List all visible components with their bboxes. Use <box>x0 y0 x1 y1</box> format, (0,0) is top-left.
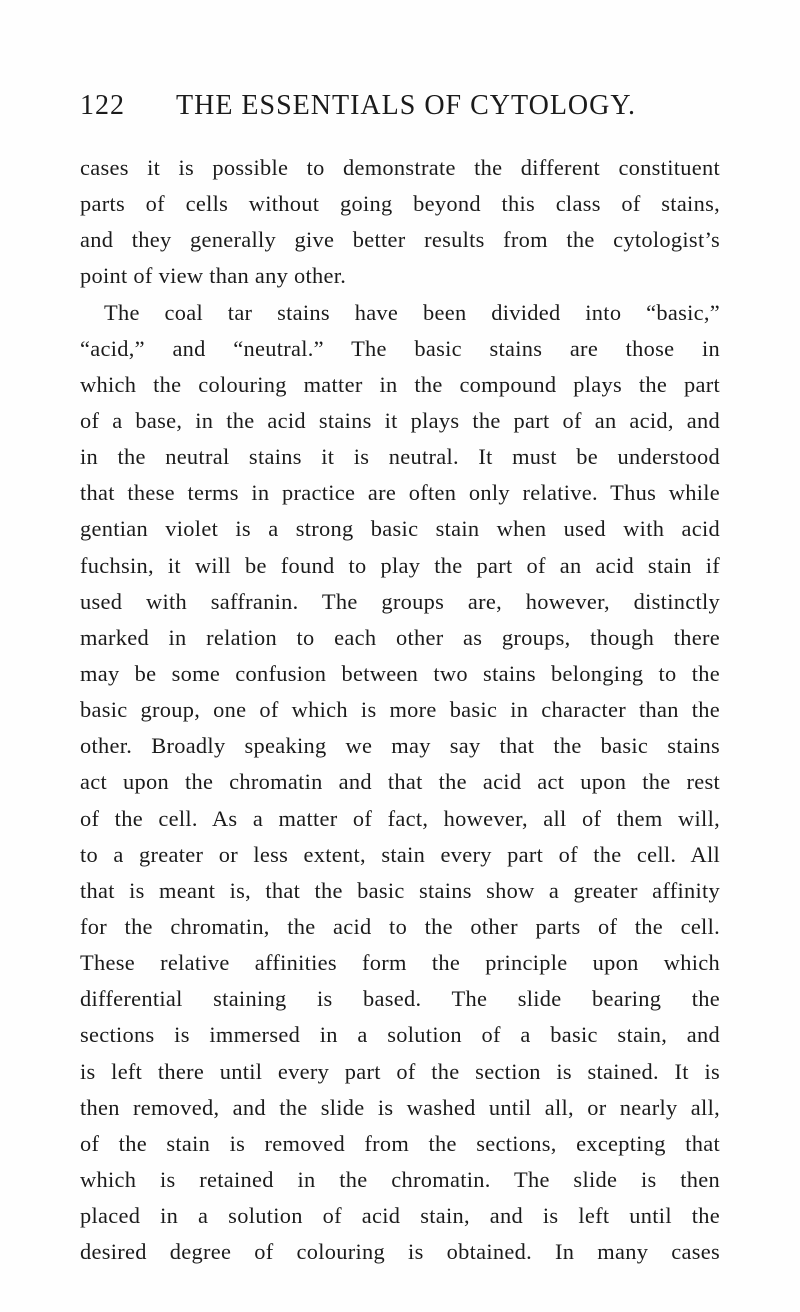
text-line: for the chromatin, the acid to the other parts of the cell. <box>80 913 720 939</box>
text-line: parts of cells without going beyond this class of stains, <box>80 191 720 217</box>
text-line: which is retained in the chromatin. The slide is then <box>80 1166 720 1192</box>
text-line: fuchsin, it will be found to play the part of an acid stain if <box>80 552 720 578</box>
text-line: “acid,” and “neutral.” The basic stains are those in <box>80 335 720 361</box>
body-text <box>80 150 720 1270</box>
paragraph-end-line: point of view than any other. <box>80 263 347 289</box>
text-line: to a greater or less extent, stain every part of the cell. All <box>80 841 720 867</box>
text-line: of the cell. As a matter of fact, however, all of them will, <box>80 805 720 831</box>
text-line: that these terms in practice are often only relative. Thus while <box>80 480 720 506</box>
text-line: sections is immersed in a solution of a basic stain, and <box>80 1022 720 1048</box>
running-head <box>80 86 720 126</box>
text-line: in the neutral stains it is neutral. It must be understood <box>80 444 720 470</box>
text-line: of a base, in the acid stains it plays the part of an acid, and <box>80 407 720 433</box>
text-line: desired degree of colouring is obtained. In many cases <box>80 1239 720 1265</box>
text-line: which the colouring matter in the compound plays the part <box>80 371 720 397</box>
text-line: marked in relation to each other as groups, though there <box>80 624 720 650</box>
page-number: 122 <box>80 90 125 121</box>
text-line: then removed, and the slide is washed until all, or nearly all, <box>80 1094 720 1120</box>
text-line: other. Broadly speaking we may say that the basic stains <box>80 733 720 759</box>
text-line: may be some confusion between two stains belonging to the <box>80 660 720 686</box>
text-line: basic group, one of which is more basic in character than the <box>80 697 720 723</box>
text-line: and they generally give better results from the cytologist’s <box>80 227 720 253</box>
text-line: differential staining is based. The slide bearing the <box>80 986 720 1012</box>
text-line: gentian violet is a strong basic stain when used with acid <box>80 516 720 542</box>
text-line: act upon the chromatin and that the acid act upon the rest <box>80 769 720 795</box>
text-line: These relative affinities form the principle upon which <box>80 950 720 976</box>
text-line: used with saffranin. The groups are, however, distinctly <box>80 588 720 614</box>
text-line: that is meant is, that the basic stains show a greater affinity <box>80 877 720 903</box>
text-line: is left there until every part of the section is stained. It is <box>80 1058 720 1084</box>
text-line: placed in a solution of acid stain, and is left until the <box>80 1203 720 1229</box>
text-line: cases it is possible to demonstrate the different constituent <box>80 155 720 180</box>
text-line: of the stain is removed from the sections, excepting that <box>80 1130 720 1156</box>
running-title: THE ESSENTIALS OF CYTOLOGY. <box>176 90 636 121</box>
paragraph-start-line: The coal tar stains have been divided into “basic,” <box>104 299 720 325</box>
